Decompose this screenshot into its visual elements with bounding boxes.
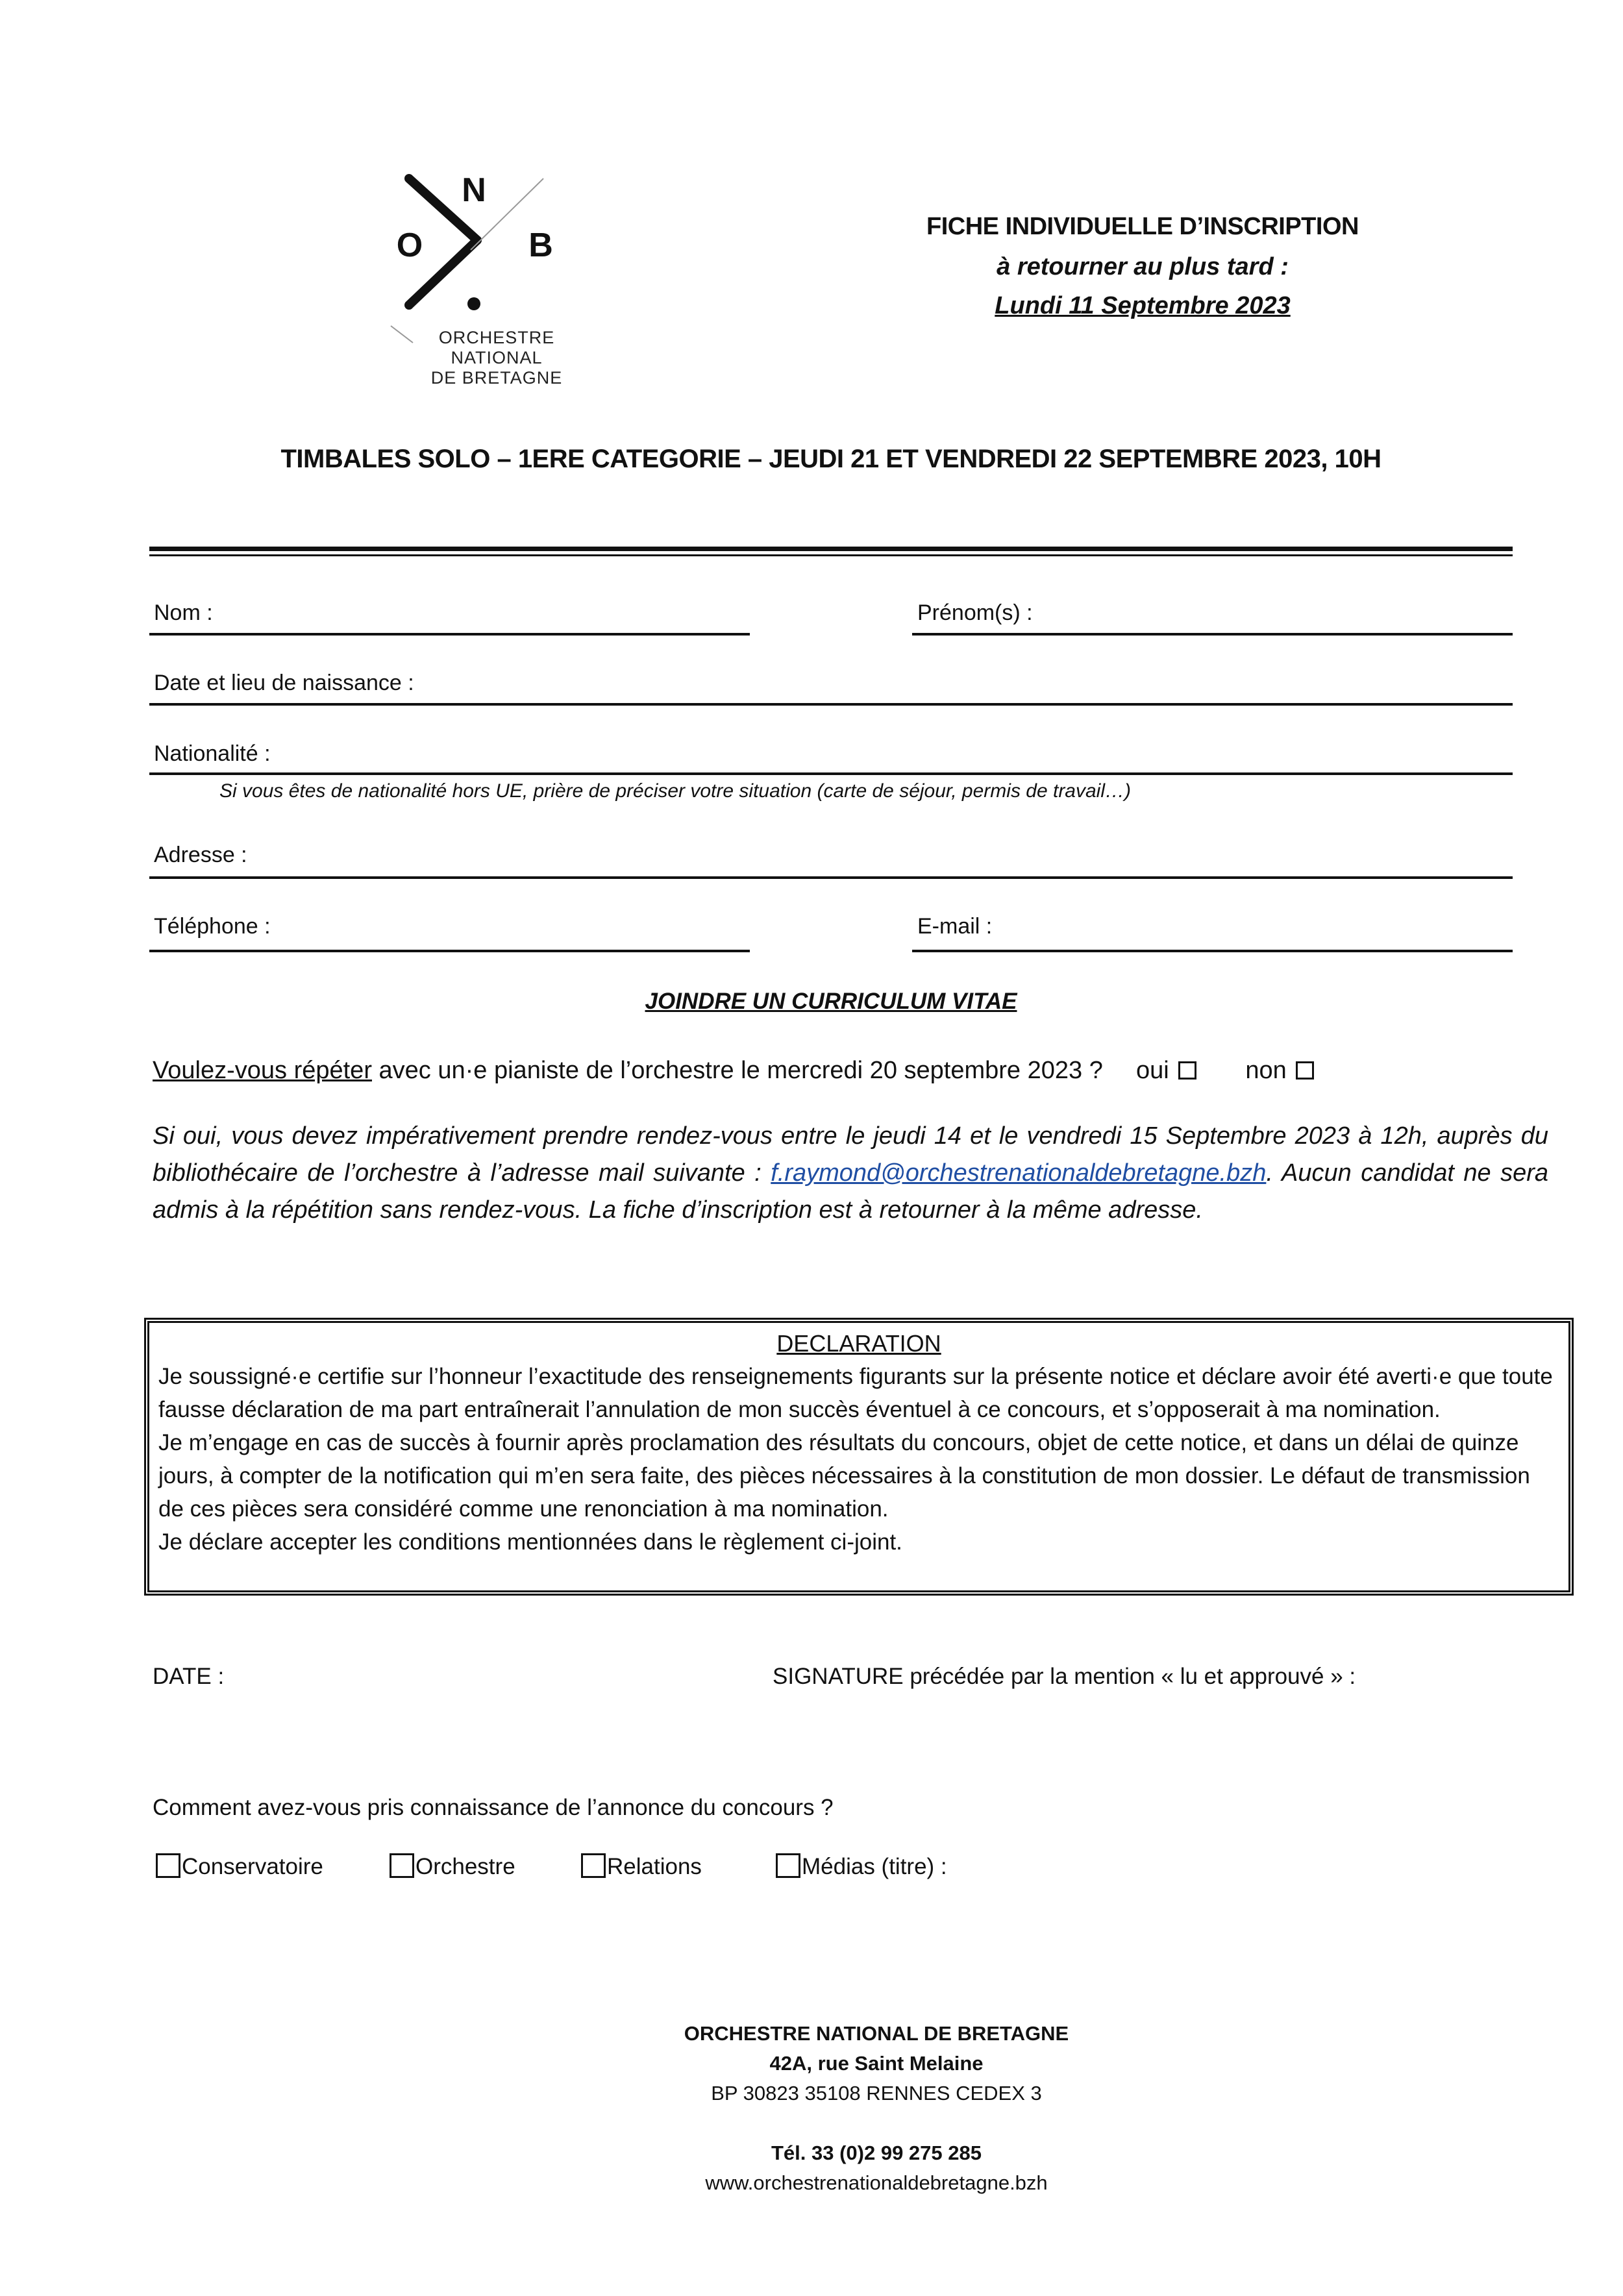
- nom-label: Nom :: [154, 600, 213, 625]
- rehearsal-question: [153, 1057, 1317, 1085]
- orchestre-checkbox[interactable]: [390, 1853, 414, 1878]
- logo-text-line-3: DE BRETAGNE: [430, 368, 563, 388]
- naissance-label: Date et lieu de naissance :: [154, 671, 414, 695]
- signature-label: SIGNATURE précédée par la mention « lu et approuvé » :: [773, 1664, 1356, 1689]
- prenom-label: Prénom(s) :: [917, 600, 1033, 625]
- footer-org: ORCHESTRE NATIONAL DE BRETAGNE: [684, 2022, 1069, 2045]
- email-field[interactable]: [912, 950, 1513, 952]
- medias-checkbox[interactable]: [776, 1853, 800, 1878]
- nationalite-label: Nationalité :: [154, 741, 271, 766]
- source-question: Comment avez-vous pris connaissance de l’annonce du concours ?: [153, 1795, 834, 1820]
- non-checkbox[interactable]: [1296, 1061, 1314, 1080]
- appointment-info-text-2: . Aucun candidat ne sera admis à la répétition sans rendez-vous. La fiche d’inscription est à retourner à la même adresse.: [153, 1159, 1549, 1224]
- logo-letter-b: B: [528, 227, 553, 264]
- telephone-label: Téléphone :: [154, 914, 271, 939]
- declaration-paragraph-1: Je soussigné·e certifie sur l’honneur l’exactitude des renseignements figurants sur la présente notice et déclare avoir été averti·e que toute fausse déclaration de ma part entraînerait l’annulation de mon succès éventuel à ce concours, et s’opposerait à ma nomination.: [158, 1364, 1553, 1422]
- appointment-info: [153, 1118, 1548, 1229]
- rehearsal-question-text: avec un·e pianiste de l’orchestre le mercredi 20 septembre 2023 ?: [371, 1057, 1103, 1084]
- oui-checkbox[interactable]: [1178, 1061, 1196, 1080]
- logo-letter-n: N: [462, 171, 486, 209]
- footer-web[interactable]: www.orchestrenationaldebretagne.bzh: [705, 2171, 1048, 2194]
- adresse-field[interactable]: [149, 876, 1513, 879]
- logo-text-line-1: ORCHESTRE: [438, 328, 555, 347]
- cv-notice: JOINDRE UN CURRICULUM VITAE: [645, 989, 1017, 1014]
- choice-orchestre[interactable]: [390, 1853, 515, 1880]
- conservatoire-label: Conservatoire: [182, 1854, 323, 1879]
- form-title: FICHE INDIVIDUELLE D’INSCRIPTION: [926, 213, 1359, 240]
- onb-logo: [380, 166, 578, 393]
- exam-title: TIMBALES SOLO – 1ERE CATEGORIE – JEUDI 21 ET VENDREDI 22 SEPTEMBRE 2023, 10H: [280, 445, 1381, 473]
- declaration-title: DECLARATION: [776, 1330, 941, 1357]
- choice-medias[interactable]: [776, 1853, 947, 1880]
- declaration-paragraph-2: Je m’engage en cas de succès à fournir après proclamation des résultats du concours, objet de cette notice, et dans un délai de quinze jours, à compter de la notification qui m’en sera faite, des pièces nécessaires à la constitution de mon dossier. Le défaut de transmission de ces pièces sera considéré comme une renonciation à ma nomination.: [158, 1430, 1530, 1522]
- choice-relations[interactable]: [581, 1853, 702, 1880]
- telephone-field[interactable]: [149, 950, 750, 952]
- footer-address: [584, 2019, 1169, 2198]
- footer-bp: BP 30823 35108 RENNES CEDEX 3: [711, 2082, 1042, 2105]
- email-label: E-mail :: [917, 914, 993, 939]
- appointment-info-text-1: Si oui, vous devez impérativement prendre rendez-vous entre le jeudi 14 et le vendredi 15 Septembre 2023 à 12h, auprès du bibliothécaire de l’orchestre à l’adresse mail suivante :: [153, 1122, 1548, 1187]
- logo-text-line-2: NATIONAL: [451, 348, 543, 367]
- non-label: non: [1245, 1057, 1287, 1084]
- declaration-box: [144, 1318, 1574, 1596]
- rehearsal-question-underlined: Voulez-vous répéter: [153, 1057, 372, 1084]
- divider-thick-top: [149, 547, 1513, 551]
- divider-thin-top: [149, 554, 1513, 556]
- form-deadline: Lundi 11 Septembre 2023: [995, 292, 1291, 319]
- choice-conservatoire[interactable]: [156, 1853, 323, 1880]
- relations-checkbox[interactable]: [581, 1853, 606, 1878]
- declaration-paragraph-3: Je déclare accepter les conditions mentionnées dans le règlement ci-joint.: [158, 1529, 902, 1555]
- date-label: DATE :: [153, 1664, 225, 1689]
- onb-logo-mark: [380, 166, 578, 328]
- nom-field[interactable]: [149, 633, 750, 636]
- nationalite-field[interactable]: [149, 772, 1513, 775]
- relations-label: Relations: [607, 1854, 702, 1879]
- footer-tel: Tél. 33 (0)2 99 275 285: [771, 2142, 982, 2164]
- orchestre-label: Orchestre: [415, 1854, 515, 1879]
- logo-letter-o: O: [396, 227, 423, 264]
- oui-label: oui: [1135, 1057, 1169, 1084]
- form-subtitle: à retourner au plus tard :: [997, 253, 1289, 280]
- medias-label: Médias (titre) :: [802, 1854, 947, 1879]
- prenom-field[interactable]: [912, 633, 1513, 636]
- footer-street: 42A, rue Saint Melaine: [769, 2052, 984, 2075]
- naissance-field[interactable]: [149, 703, 1513, 706]
- adresse-label: Adresse :: [154, 843, 247, 867]
- librarian-email-link[interactable]: f.raymond@orchestrenationaldebretagne.bzh: [771, 1159, 1267, 1187]
- conservatoire-checkbox[interactable]: [156, 1853, 180, 1878]
- nationalite-note: Si vous êtes de nationalité hors UE, prière de préciser votre situation (carte de séjour, permis de travail…): [219, 780, 1131, 802]
